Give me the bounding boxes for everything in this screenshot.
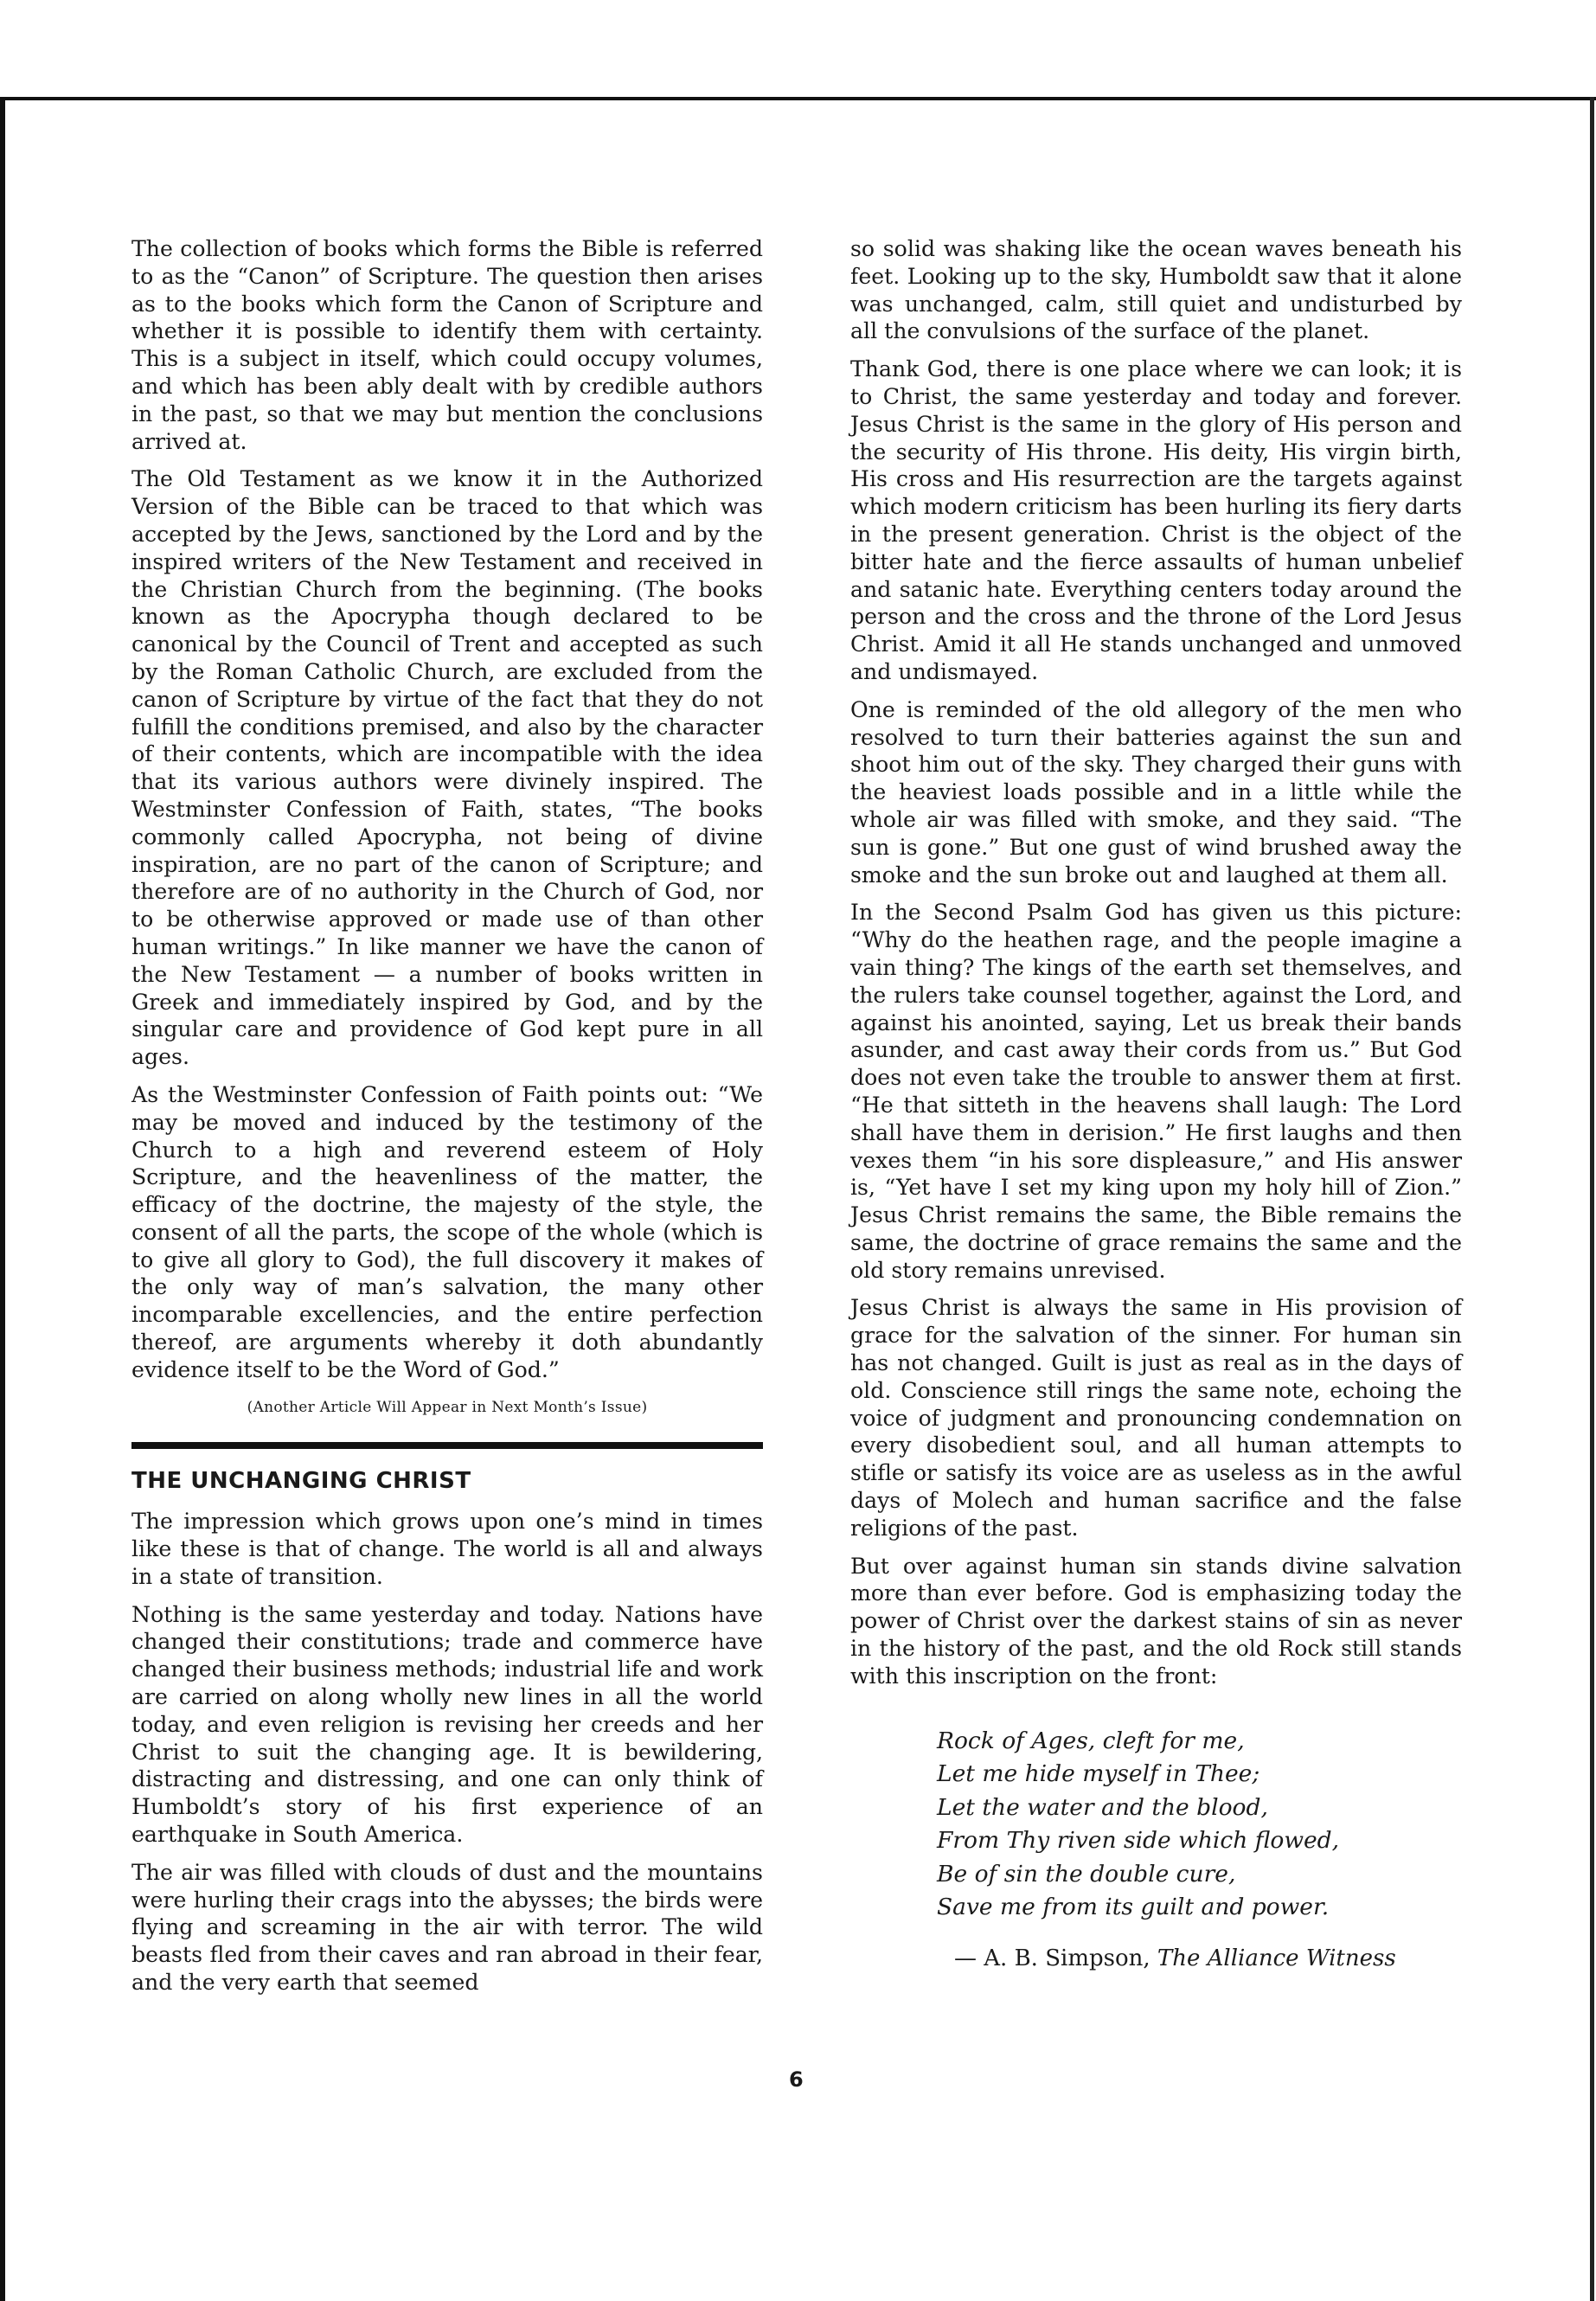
attribution-author: — A. B. Simpson,	[954, 1945, 1157, 1971]
article-paragraph: Nothing is the same yesterday and today. Nations have changed their constitutions; trade and commerce have changed their business methods; industrial life and work are carried on along wholly new lines in all the world today, and even religion is revising her creeds and her Christ to suit the changing age. It is bewildering, distracting and distressing, and one can only think of Humboldt’s story of his first experience of an earthquake in South America.	[131, 1601, 763, 1848]
page-number: 6	[789, 2067, 804, 2092]
left-border-edge	[0, 97, 5, 2301]
attribution	[850, 1945, 1462, 1973]
left-column	[131, 235, 763, 2007]
poem-line: Be of sin the double cure,	[937, 1860, 1236, 1888]
hymn-verse	[850, 1725, 1462, 1925]
article-paragraph: One is reminded of the old allegory of the men who resolved to turn their batteries against the sun and shoot him out of the sky. They charged their guns with the heaviest loads possible and in a little while the whole air was filled with smoke, and they said. “The sun is gone.” But one gust of wind brushed away the smoke and the sun broke out and laughed at them all.	[850, 696, 1462, 888]
poem-line: Let the water and the blood,	[937, 1793, 1268, 1821]
article-paragraph: so solid was shaking like the ocean waves beneath his feet. Looking up to the sky, Humboldt saw that it alone was unchanged, calm, still quiet and undisturbed by all the convulsions of the surface of the planet.	[850, 236, 1462, 344]
body-paragraph: The Old Testament as we know it in the Authorized Version of the Bible can be traced to that which was accepted by the Jews, sanctioned by the Lord and by the inspired writers of the New Testament and received in the Christian Church from the beginning. (The books known as the Apocrypha though declared to be canonical by the Council of Trent and accepted as such by the Roman Catholic Church, are excluded from the canon of Scripture by virtue of the fact that they do not fulfill the conditions premised, and also by the character of their contents, which are incompatible with the idea that its various authors were divinely inspired. The Westminster Confession of Faith, states, “The books commonly called Apocrypha, not being of divine inspiration, are no part of the canon of Scripture; and therefore are of no authority in the Church of God, nor to be otherwise approved or made use of than other human writings.” In like manner we have the canon of the New Testament — a number of books written in Greek and immediately inspired by God, and by the singular care and providence of God kept pure in all ages.	[131, 466, 763, 1070]
poem-line: From Thy riven side which flowed,	[937, 1827, 1340, 1855]
attribution-source: The Alliance Witness	[1157, 1945, 1396, 1971]
article-heading: THE UNCHANGING CHRIST	[131, 1468, 471, 1495]
article-paragraph: In the Second Psalm God has given us this picture: “Why do the heathen rage, and the people imagine a vain thing? The kings of the earth set themselves, and the rulers take counsel together, against the Lord, and against his anointed, saying, Let us break their bands asunder, and cast away their cords from us.” But God does not even take the trouble to answer them at first. “He that sitteth in the heavens shall laugh: The Lord shall have them in derision.” He first laughs and then vexes them “in his sore displeasure,” and His answer is, “Yet have I set my king upon my holy hill of Zion.” Jesus Christ remains the same, the Bible remains the same, the doctrine of grace remains the same and the old story remains unrevised.	[850, 900, 1462, 1283]
right-border-edge	[1590, 97, 1594, 2301]
article-paragraph: Jesus Christ is always the same in His provision of grace for the salvation of the sinner. For human sin has not changed. Guilt is just as real as in the days of old. Conscience still rings the same note, echoing the voice of judgment and pronouncing condemnation on every disobedient soul, and all human attempts to stifle or satisfy its voice are as useless as in the awful days of Molech and human sacrifice and the false religions of the past.	[850, 1295, 1462, 1541]
article-paragraph: The impression which grows upon one’s mind in times like these is that of change. The world is all and always in a state of transition.	[131, 1509, 763, 1589]
article-paragraph: Thank God, there is one place where we can look; it is to Christ, the same yesterday and today and forever. Jesus Christ is the same in the glory of His person and the security of His throne. His deity, His virgin birth, His cross and His resurrection are the targets against which modern criticism has been hurling its fiery darts in the present generation. Christ is the object of the bitter hate and the fierce assaults of human unbelief and satanic hate. Everything centers today around the person and the cross and the throne of the Lord Jesus Christ. Amid it all He stands unchanged and unmoved and undismayed.	[850, 356, 1462, 684]
top-border-rule	[0, 97, 1596, 100]
poem-line: Let me hide myself in Thee;	[937, 1760, 1260, 1788]
body-paragraph: The collection of books which forms the Bible is referred to as the “Canon” of Scripture. The question then arises as to the books which form the Canon of Scripture and whether it is possible to identify them with certainty. This is a subject in itself, which could occupy volumes, and which has been ably dealt with by credible authors in the past, so that we may but mention the conclusions arrived at.	[131, 236, 763, 454]
section-divider	[131, 1442, 763, 1449]
article-paragraph: But over against human sin stands divine salvation more than ever before. God is emphasizing today the power of Christ over the darkest stains of sin as never in the history of the past, and the old Rock still stands with this inscription on the front:	[850, 1553, 1462, 1689]
poem-line: Rock of Ages, cleft for me,	[937, 1727, 1245, 1754]
body-paragraph: As the Westminster Confession of Faith points out: “We may be moved and induced by the testimony of the Church to a high and reverend esteem of Holy Scripture, and the heavenliness of the matter, the efficacy of the doctrine, the majesty of the style, the consent of all the parts, the scope of the whole (which is to give all glory to God), the full discovery it makes of the only way of man’s salvation, the many other incomparable excellencies, and the entire perfection thereof, are arguments whereby it doth abundantly evidence itself to be the Word of God.”	[131, 1081, 763, 1382]
next-issue-note: (Another Article Will Appear in Next Month’s Issue)	[247, 1398, 648, 1416]
article-paragraph: The air was filled with clouds of dust and the mountains were hurling their crags into the abysses; the birds were flying and screaming in the air with terror. The wild beasts fled from their caves and ran abroad in their fear, and the very earth that seemed	[131, 1859, 763, 1996]
right-column	[850, 235, 1462, 1972]
poem-line: Save me from its guilt and power.	[937, 1894, 1330, 1921]
